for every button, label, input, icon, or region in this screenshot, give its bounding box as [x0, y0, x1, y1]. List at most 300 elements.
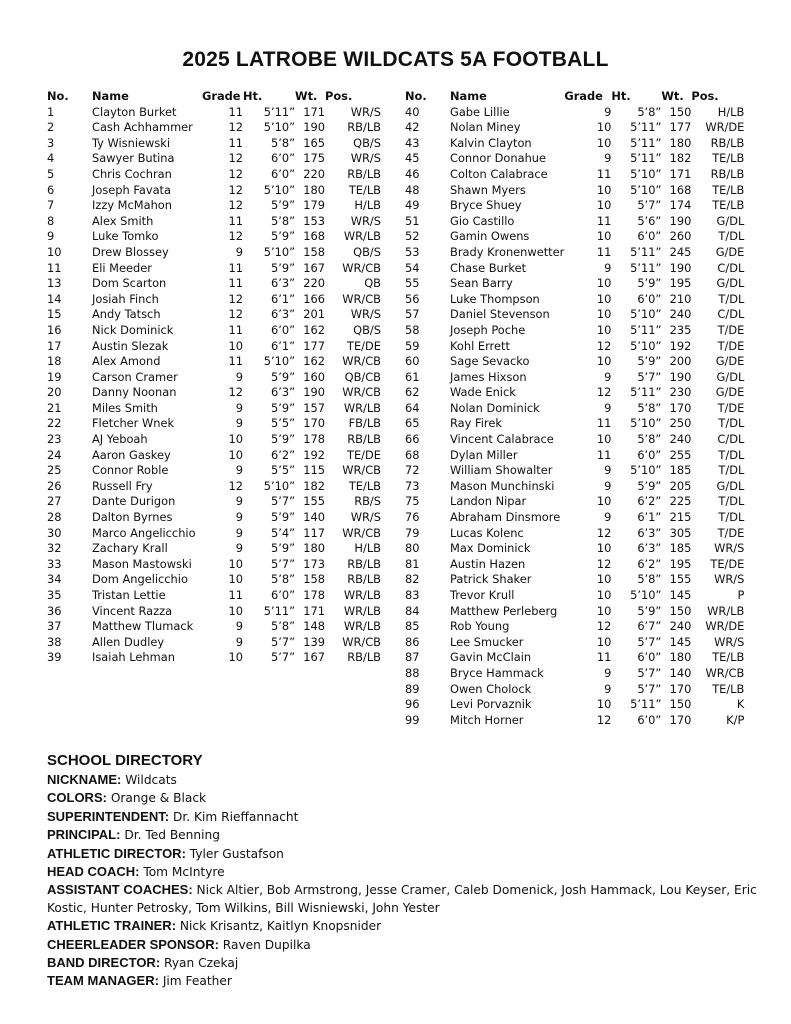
player-grade: 9: [604, 151, 612, 166]
player-weight: 255: [669, 447, 692, 462]
player-number: 43: [405, 135, 420, 150]
player-name: William Showalter: [450, 463, 553, 478]
player-number: 42: [405, 120, 420, 135]
player-number: 68: [405, 447, 420, 462]
player-weight: 158: [303, 244, 325, 259]
table-row: [405, 713, 744, 729]
player-height: 5’7”: [637, 369, 662, 384]
player-height: 5’11”: [630, 385, 662, 400]
player-name: Shawn Myers: [450, 182, 526, 197]
player-name: Isaiah Lehman: [92, 650, 175, 665]
player-name: James Hixson: [450, 369, 527, 384]
player-height: 5’10”: [630, 416, 662, 431]
player-name: Russell Fry: [92, 478, 153, 493]
player-height: 5’8”: [270, 572, 295, 587]
player-grade: 9: [235, 463, 243, 478]
player-position: WR/S: [350, 151, 381, 166]
table-row: [405, 572, 744, 588]
table-row: [405, 697, 744, 713]
player-grade: 11: [596, 213, 612, 228]
player-weight: 220: [303, 276, 325, 291]
player-height: 5’6”: [637, 213, 662, 228]
table-row: [47, 198, 381, 214]
directory-value: Nick Altier, Bob Armstrong, Jesse Cramer, Caleb Domenick, Josh Hammack, Lou Keyser, Eric Kostic, Hunter Petrosky, Tom Wilkins, Bill Wisniewski, John Yester: [47, 883, 757, 915]
player-position: WR/CB: [342, 291, 381, 306]
directory-value: Orange & Black: [110, 791, 207, 806]
header-weight: Wt.: [295, 89, 318, 103]
table-row: [405, 557, 744, 573]
player-height: 5’7”: [637, 198, 662, 213]
player-name: Gabe Lillie: [450, 104, 510, 119]
school-directory: [47, 751, 757, 991]
table-row: [47, 526, 381, 542]
player-position: RB/LB: [347, 120, 381, 135]
player-weight: 177: [303, 338, 325, 353]
player-height: 5’11”: [263, 104, 295, 119]
player-weight: 153: [303, 213, 325, 228]
player-number: 39: [47, 650, 62, 665]
table-row: [405, 151, 744, 167]
player-number: 87: [405, 650, 420, 665]
player-name: Sage Sevacko: [450, 354, 530, 369]
player-number: 14: [47, 291, 62, 306]
player-grade: 9: [604, 369, 612, 384]
player-number: 76: [405, 510, 420, 525]
player-position: WR/LB: [343, 588, 381, 602]
player-grade: 9: [235, 634, 243, 649]
player-height: 5’11”: [263, 603, 295, 618]
player-weight: 140: [669, 665, 692, 680]
table-row: [47, 229, 381, 245]
player-position: WR/CB: [705, 665, 745, 680]
player-position: G/DL: [716, 276, 745, 291]
player-position: WR/CB: [342, 260, 381, 275]
player-position: TE/LB: [712, 681, 745, 696]
table-row: [47, 572, 381, 588]
player-name: Chase Burket: [450, 260, 527, 275]
player-name: Connor Roble: [92, 463, 169, 478]
table-row: [47, 120, 381, 136]
player-height: 5’8”: [637, 432, 662, 447]
player-weight: 250: [669, 416, 692, 431]
directory-value: Ryan Czekaj: [164, 956, 239, 971]
player-number: 2: [47, 120, 55, 135]
table-row: [47, 354, 381, 370]
player-height: 5’11”: [630, 244, 662, 259]
player-grade: 9: [235, 619, 243, 634]
player-position: WR/LB: [343, 619, 381, 634]
player-name: AJ Yeboah: [92, 432, 148, 447]
table-row: [405, 604, 744, 620]
player-weight: 230: [669, 385, 692, 400]
player-position: RB/LB: [347, 650, 381, 665]
player-position: WR/S: [350, 104, 381, 119]
player-position: TE/LB: [348, 478, 381, 493]
player-position: WR/CB: [342, 463, 381, 478]
player-weight: 210: [669, 291, 692, 306]
player-weight: 260: [669, 229, 692, 244]
player-grade: 9: [604, 478, 612, 493]
table-row: [405, 292, 744, 308]
player-name: Vincent Razza: [92, 603, 173, 618]
player-weight: 140: [303, 510, 325, 525]
player-weight: 195: [669, 556, 692, 571]
directory-label: ATHLETIC TRAINER:: [47, 918, 177, 934]
player-name: Matthew Perleberg: [450, 603, 558, 618]
player-number: 5: [47, 166, 55, 181]
player-weight: 168: [303, 229, 325, 244]
table-row: [47, 448, 381, 464]
player-name: Mason Munchinski: [450, 478, 555, 493]
player-number: 48: [405, 182, 420, 197]
player-position: TE/DE: [710, 556, 745, 571]
player-position: T/DE: [717, 322, 745, 337]
roster-header-row: [405, 89, 744, 105]
player-position: P: [737, 588, 745, 602]
player-height: 5’11”: [630, 260, 662, 275]
directory-value: Dr. Kim Rieffannacht: [172, 809, 299, 824]
player-weight: 170: [303, 416, 325, 431]
player-weight: 162: [303, 354, 325, 369]
player-height: 5’10”: [263, 120, 295, 135]
player-weight: 185: [669, 463, 692, 478]
player-grade: 10: [596, 603, 612, 618]
player-number: 22: [47, 416, 62, 431]
player-height: 5’10”: [630, 182, 662, 197]
directory-entries: [47, 771, 757, 991]
player-weight: 165: [303, 135, 325, 150]
player-grade: 10: [596, 697, 612, 712]
player-position: RB/LB: [347, 556, 381, 571]
table-row: [47, 183, 381, 199]
player-name: Ray Firek: [450, 416, 502, 431]
player-position: QB/CB: [344, 369, 381, 384]
player-height: 5’10”: [630, 166, 662, 181]
player-number: 7: [47, 198, 55, 213]
player-number: 65: [405, 416, 420, 431]
header-no: No.: [405, 89, 427, 103]
player-weight: 171: [303, 603, 325, 618]
player-weight: 139: [303, 634, 325, 649]
player-height: 5’11”: [630, 120, 662, 135]
player-position: G/DE: [715, 354, 745, 369]
player-weight: 145: [669, 588, 692, 602]
player-position: G/DL: [716, 213, 745, 228]
player-height: 5’8”: [270, 135, 295, 150]
directory-entry: [47, 881, 757, 917]
directory-label: TEAM MANAGER:: [47, 973, 159, 989]
directory-label: COLORS:: [47, 790, 107, 806]
player-weight: 162: [303, 322, 325, 337]
player-number: 66: [405, 432, 420, 447]
player-weight: 115: [303, 463, 325, 478]
table-row: [405, 541, 744, 557]
player-name: Cash Achhammer: [92, 120, 193, 135]
player-name: Nolan Miney: [450, 120, 521, 135]
player-height: 5’11”: [630, 135, 662, 150]
player-number: 72: [405, 463, 420, 478]
player-height: 5’7”: [270, 494, 295, 509]
player-position: RB/LB: [347, 572, 381, 587]
player-weight: 180: [303, 182, 325, 197]
player-height: 6’7”: [637, 619, 662, 634]
player-weight: 200: [669, 354, 692, 369]
player-name: Daniel Stevenson: [450, 307, 550, 322]
player-grade: 9: [235, 244, 243, 259]
player-height: 5’5”: [270, 463, 295, 478]
player-weight: 174: [669, 198, 692, 213]
player-weight: 190: [669, 213, 692, 228]
table-row: [47, 339, 381, 355]
player-position: K: [736, 697, 745, 712]
player-position: T/DE: [717, 400, 745, 415]
player-name: Vincent Calabrace: [450, 432, 554, 447]
player-name: Matthew Tlumack: [92, 619, 194, 634]
player-position: WR/LB: [707, 603, 745, 618]
directory-label: NICKNAME:: [47, 772, 122, 787]
table-row: [47, 323, 381, 339]
player-weight: 185: [669, 541, 692, 556]
player-grade: 11: [228, 322, 243, 337]
player-number: 25: [47, 463, 62, 478]
table-row: [47, 245, 381, 261]
table-row: [405, 448, 744, 464]
player-name: Danny Noonan: [92, 385, 177, 400]
player-weight: 240: [669, 307, 692, 322]
player-number: 53: [405, 244, 420, 259]
player-position: WR/CB: [342, 525, 381, 540]
player-height: 6’0”: [637, 712, 662, 727]
player-weight: 235: [669, 322, 692, 337]
table-row: [405, 339, 744, 355]
table-row: [405, 463, 744, 479]
player-position: WR/DE: [705, 619, 745, 634]
player-position: C/DL: [717, 307, 745, 322]
player-height: 5’10”: [263, 478, 295, 493]
table-row: [405, 682, 744, 698]
player-name: Connor Donahue: [450, 151, 547, 166]
player-weight: 117: [303, 525, 325, 540]
player-height: 6’2”: [637, 556, 662, 571]
player-weight: 180: [669, 650, 692, 665]
table-row: [47, 541, 381, 557]
player-number: 28: [47, 510, 62, 525]
player-number: 34: [47, 572, 62, 587]
player-position: T/DL: [718, 463, 745, 478]
player-height: 5’10”: [630, 463, 662, 478]
directory-heading: SCHOOL DIRECTORY: [47, 752, 203, 769]
player-grade: 11: [596, 416, 612, 431]
roster-left-column: [47, 89, 381, 666]
directory-entry: [47, 808, 757, 826]
player-number: 80: [405, 541, 420, 556]
player-height: 5’9”: [270, 260, 295, 275]
player-number: 62: [405, 385, 420, 400]
player-grade: 11: [228, 104, 243, 119]
player-number: 24: [47, 447, 62, 462]
player-height: 5’10”: [263, 244, 295, 259]
player-name: Colton Calabrace: [450, 166, 548, 181]
roster-table-right: [405, 89, 744, 728]
player-position: T/DL: [718, 291, 745, 306]
directory-entry: [47, 954, 757, 972]
player-height: 5’9”: [637, 276, 662, 291]
player-number: 3: [47, 135, 55, 150]
player-name: Alex Amond: [92, 354, 161, 369]
player-grade: 12: [596, 619, 612, 634]
player-number: 55: [405, 276, 420, 291]
player-height: 5’7”: [270, 634, 295, 649]
player-number: 86: [405, 634, 420, 649]
player-name: Mason Mastowski: [92, 556, 192, 571]
directory-label: BAND DIRECTOR:: [47, 955, 161, 971]
player-weight: 215: [669, 510, 692, 525]
player-number: 84: [405, 603, 420, 618]
roster-body-left: [47, 105, 381, 666]
player-name: Brady Kronenwetter: [450, 244, 565, 259]
player-grade: 9: [235, 400, 243, 415]
roster-header-row: [47, 89, 381, 105]
player-position: G/DL: [716, 369, 745, 384]
table-row: [405, 619, 744, 635]
player-name: Levi Porvaznik: [450, 697, 532, 712]
directory-entry: [47, 972, 757, 990]
table-row: [405, 229, 744, 245]
player-position: RB/LB: [710, 166, 745, 181]
player-number: 64: [405, 400, 420, 415]
player-weight: 167: [303, 650, 325, 665]
player-height: 5’7”: [637, 634, 662, 649]
player-grade: 12: [596, 556, 612, 571]
player-name: Alex Smith: [92, 213, 154, 228]
player-grade: 12: [596, 385, 612, 400]
player-position: TE/LB: [712, 198, 745, 213]
directory-value: Raven Dupilka: [222, 937, 311, 952]
table-row: [47, 292, 381, 308]
player-grade: 12: [228, 151, 243, 166]
player-name: Lee Smucker: [450, 634, 524, 649]
player-number: 99: [405, 712, 420, 727]
player-name: Patrick Shaker: [450, 572, 532, 587]
player-height: 5’9”: [270, 541, 295, 556]
player-number: 61: [405, 369, 420, 384]
player-name: Ty Wisniewski: [92, 135, 171, 150]
player-grade: 12: [228, 478, 243, 493]
header-name: Name: [450, 89, 487, 103]
player-position: C/DL: [717, 432, 745, 447]
player-grade: 12: [228, 291, 243, 306]
player-weight: 190: [303, 120, 325, 135]
player-number: 75: [405, 494, 420, 509]
player-position: K/P: [726, 712, 745, 727]
player-name: Dom Angelicchio: [92, 572, 188, 587]
player-height: 6’0”: [270, 322, 295, 337]
table-row: [47, 604, 381, 620]
player-name: Miles Smith: [92, 400, 158, 415]
player-weight: 173: [303, 556, 325, 571]
table-row: [47, 510, 381, 526]
player-number: 27: [47, 494, 62, 509]
table-row: [405, 432, 744, 448]
player-number: 35: [47, 588, 62, 602]
table-row: [405, 245, 744, 261]
player-position: G/DE: [715, 244, 745, 259]
directory-label: PRINCIPAL:: [47, 827, 121, 843]
player-grade: 10: [596, 634, 612, 649]
player-weight: 180: [303, 541, 325, 556]
player-height: 6’3”: [270, 385, 295, 400]
player-position: WR/CB: [342, 634, 381, 649]
player-height: 5’9”: [270, 400, 295, 415]
player-weight: 166: [303, 291, 325, 306]
directory-entry: [47, 936, 757, 954]
player-name: Aaron Gaskey: [92, 447, 171, 462]
table-row: [405, 214, 744, 230]
table-row: [47, 416, 381, 432]
player-weight: 157: [303, 400, 325, 415]
table-row: [47, 136, 381, 152]
player-weight: 150: [669, 697, 692, 712]
player-position: RB/S: [354, 494, 381, 509]
table-row: [47, 588, 381, 604]
table-row: [47, 307, 381, 323]
table-row: [47, 401, 381, 417]
player-name: Andy Tatsch: [92, 307, 161, 322]
player-weight: 182: [303, 478, 325, 493]
directory-value: Nick Krisantz, Kaitlyn Knopsnider: [179, 919, 382, 934]
player-grade: 10: [596, 120, 612, 135]
header-name: Name: [92, 89, 129, 103]
player-weight: 171: [669, 166, 692, 181]
header-height: Ht.: [611, 89, 631, 103]
directory-label: ASSISTANT COACHES:: [47, 882, 193, 898]
player-weight: 240: [669, 432, 692, 447]
player-name: Joseph Favata: [92, 182, 171, 197]
player-name: Gamin Owens: [450, 229, 530, 244]
player-weight: 180: [669, 135, 692, 150]
player-number: 81: [405, 556, 420, 571]
player-weight: 178: [303, 432, 325, 447]
player-number: 33: [47, 556, 62, 571]
table-row: [47, 557, 381, 573]
player-name: Zachary Krall: [92, 541, 168, 556]
directory-label: CHEERLEADER SPONSOR:: [47, 936, 219, 952]
directory-value: Tyler Gustafson: [189, 846, 284, 861]
player-position: RB/LB: [710, 135, 745, 150]
player-height: 5’7”: [637, 681, 662, 696]
player-position: WR/CB: [342, 354, 381, 369]
player-number: 49: [405, 198, 420, 213]
directory-entry: [47, 917, 757, 935]
player-name: Izzy McMahon: [92, 198, 172, 213]
player-name: Sean Barry: [450, 276, 513, 291]
table-row: [47, 105, 381, 121]
player-name: Kohl Errett: [450, 338, 510, 353]
player-position: T/DL: [718, 416, 745, 431]
header-grade: Grade: [564, 89, 603, 103]
player-number: 59: [405, 338, 420, 353]
player-grade: 10: [596, 354, 612, 369]
player-number: 8: [47, 213, 55, 228]
player-grade: 10: [596, 572, 612, 587]
player-name: Bryce Hammack: [450, 665, 544, 680]
player-grade: 12: [228, 120, 243, 135]
player-position: WR/S: [714, 541, 745, 556]
table-row: [405, 401, 744, 417]
player-position: G/DL: [716, 478, 745, 493]
player-position: RB/LB: [347, 166, 381, 181]
player-height: 6’0”: [637, 291, 662, 306]
